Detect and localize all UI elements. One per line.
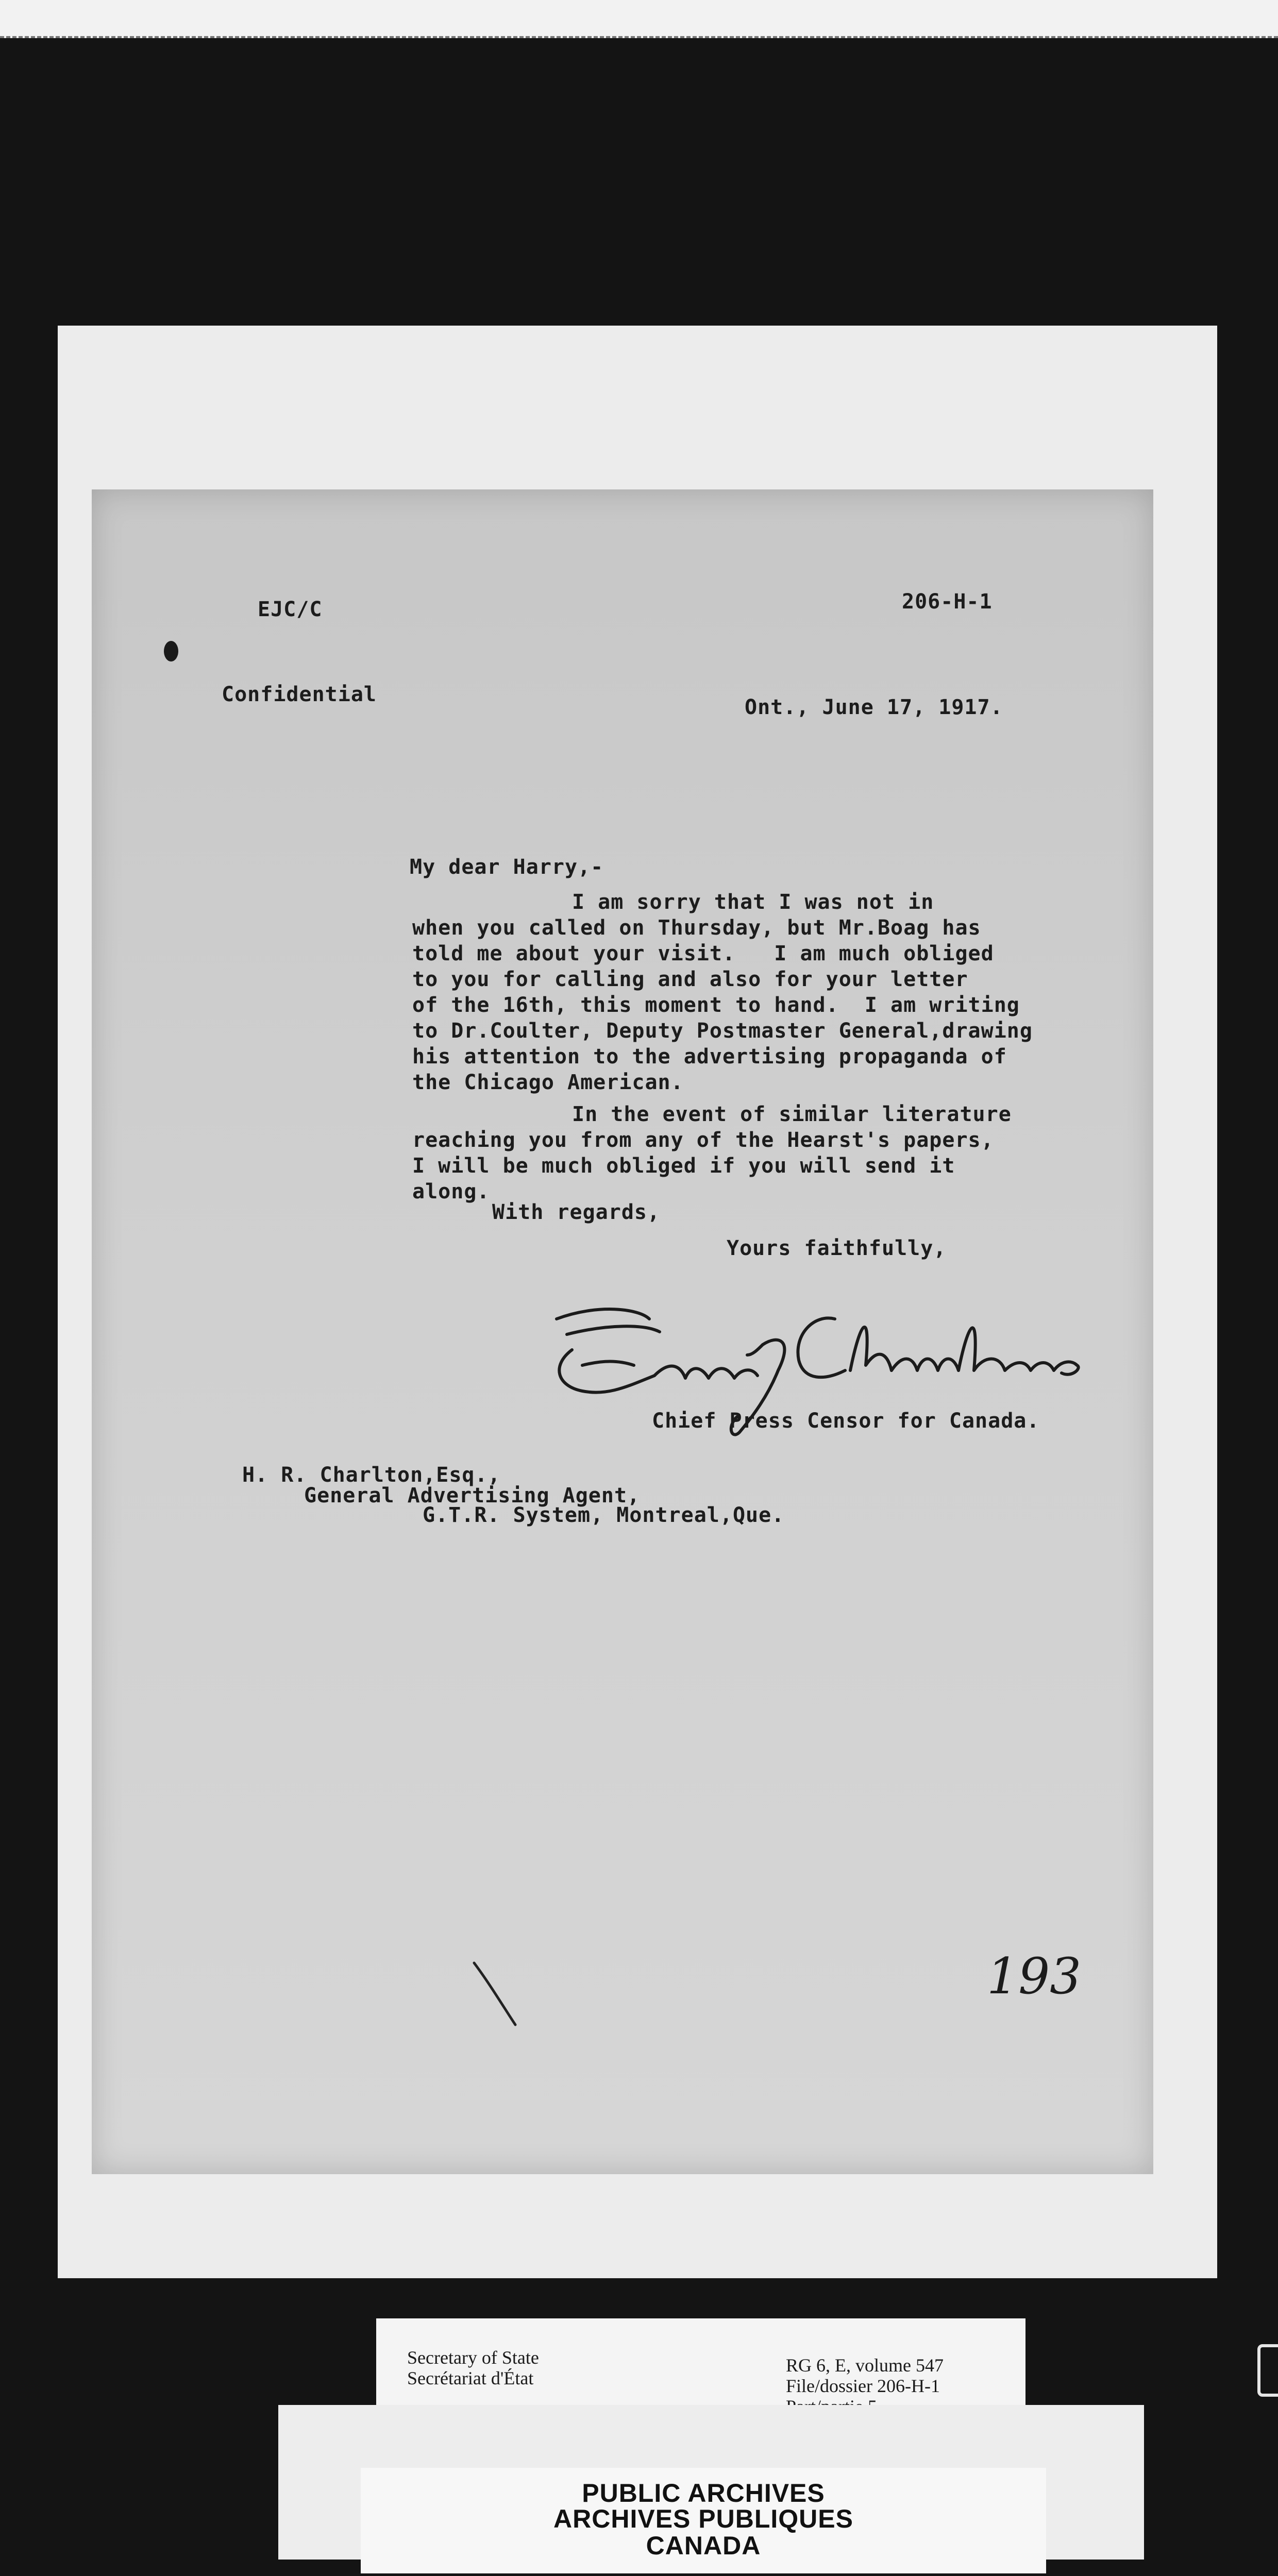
page-number-mark: 193	[987, 1947, 1082, 2005]
label-record-group: RG 6, E, volume 547	[786, 2355, 944, 2376]
body-line: along.	[412, 1180, 490, 1204]
letter-date: Ont., June 17, 1917.	[745, 696, 1003, 719]
film-edge-mark	[1257, 2344, 1278, 2397]
letter-initials: EJC/C	[258, 598, 323, 621]
film-top-strip	[0, 0, 1278, 38]
recipient-name: H. R. Charlton,Esq.,	[242, 1463, 501, 1487]
closing-line: Yours faithfully,	[727, 1236, 947, 1260]
stamp-line-fr: ARCHIVES PUBLIQUES	[553, 2504, 853, 2533]
regards-line: With regards,	[492, 1200, 661, 1224]
body-line: of the 16th, this moment to hand. I am writing	[412, 993, 1020, 1017]
recipient-address: G.T.R. System, Montreal,Que.	[423, 1503, 785, 1527]
body-line: the Chicago American.	[412, 1071, 684, 1094]
hole-punch-mark	[164, 641, 178, 662]
body-line: I am sorry that I was not in	[572, 890, 934, 914]
stamp-line-country: CANADA	[646, 2531, 761, 2560]
pen-stroke-mark	[464, 1953, 526, 2035]
label-department-en: Secretary of State	[407, 2347, 539, 2368]
stamp-line-en: PUBLIC ARCHIVES	[582, 2479, 825, 2507]
label-file: File/dossier 206-H-1	[786, 2376, 940, 2396]
body-line: told me about your visit. I am much obliged	[412, 942, 994, 965]
file-reference: 206-H-1	[902, 590, 993, 614]
body-line: when you called on Thursday, but Mr.Boag has	[412, 916, 981, 940]
label-department-fr: Secrétariat d'État	[407, 2368, 534, 2388]
classification-label: Confidential	[222, 683, 377, 706]
body-line: his attention to the advertising propaganda of	[412, 1045, 1007, 1069]
salutation: My dear Harry,-	[410, 855, 604, 879]
recipient-title: General Advertising Agent,	[304, 1484, 641, 1507]
body-line: I will be much obliged if you will send it	[412, 1154, 955, 1178]
body-line: to Dr.Coulter, Deputy Postmaster General,drawing	[412, 1019, 1033, 1043]
signer-title: Chief Press Censor for Canada.	[652, 1409, 1040, 1433]
body-line: In the event of similar literature	[572, 1103, 1012, 1126]
body-line: reaching you from any of the Hearst's papers,	[412, 1128, 994, 1152]
body-line: to you for calling and also for your letter	[412, 968, 968, 991]
